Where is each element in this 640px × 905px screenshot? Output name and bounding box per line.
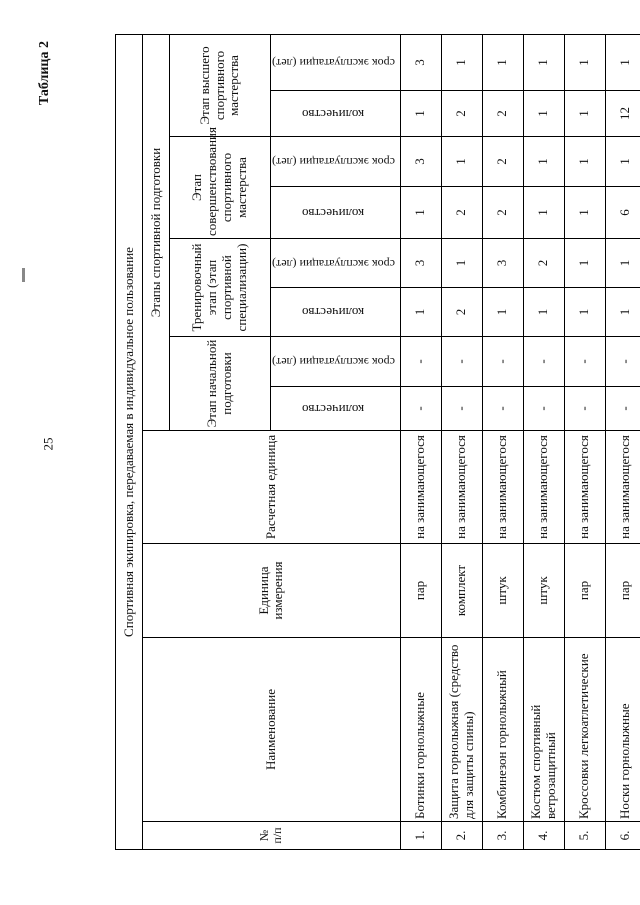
header-stage-higher: Этап высшего спортивного мастерства [170, 35, 271, 137]
term-cell: 3 [400, 35, 441, 91]
term-cell: 1 [441, 137, 482, 187]
item-calc-unit: на занимающегося [482, 431, 523, 544]
item-name: Кроссовки легкоатлетические [564, 638, 605, 822]
qty-cell: 1 [482, 288, 523, 337]
header-term: срок эксплуатации (лет) [272, 355, 395, 370]
qty-cell: 1 [523, 91, 564, 137]
header-qty: количество [302, 205, 365, 221]
qty-cell: 1 [400, 187, 441, 239]
term-cell: 1 [605, 35, 640, 91]
term-cell: 3 [400, 137, 441, 187]
item-calc-unit: на занимающегося [564, 431, 605, 544]
qty-cell: 2 [482, 91, 523, 137]
term-cell: - [564, 337, 605, 387]
header-stage-training: Тренировочный этап (этап спортивной специализации) [170, 239, 271, 337]
qty-cell: - [564, 387, 605, 431]
table-caption: Таблица 2 [37, 41, 52, 106]
equipment-table [115, 34, 640, 850]
item-unit: штук [523, 544, 564, 638]
header-term: срок эксплуатации (лет) [272, 56, 395, 71]
page-number: 25 [40, 437, 56, 451]
term-cell: 1 [605, 239, 640, 288]
term-cell: 1 [564, 137, 605, 187]
qty-cell: 1 [564, 187, 605, 239]
qty-cell: 2 [482, 187, 523, 239]
qty-cell: - [400, 387, 441, 431]
header-qty: количество [302, 401, 365, 417]
term-cell: 2 [482, 137, 523, 187]
item-name: Ботинки горнолыжные [400, 638, 441, 822]
header-stage-initial: Этап начальной подготовки [170, 337, 271, 431]
row-num: 4. [523, 822, 564, 850]
table-row [605, 35, 640, 850]
term-cell: 1 [564, 35, 605, 91]
item-unit: пар [400, 544, 441, 638]
item-calc-unit: на занимающегося [523, 431, 564, 544]
term-cell: 2 [523, 239, 564, 288]
header-term: срок эксплуатации (лет) [272, 155, 395, 170]
header-num: № п/п [143, 822, 401, 850]
row-num: 3. [482, 822, 523, 850]
row-num: 5. [564, 822, 605, 850]
qty-cell: 6 [605, 187, 640, 239]
term-cell: - [400, 337, 441, 387]
qty-cell: 1 [605, 288, 640, 337]
term-cell: 3 [400, 239, 441, 288]
qty-cell: 12 [605, 91, 640, 137]
qty-cell: - [605, 387, 640, 431]
table-title: Спортивная экипировка, передаваемая в индивидуальное пользование [116, 35, 143, 850]
header-stages: Этапы спортивной подготовки [143, 35, 170, 431]
header-unit: Единица измерения [143, 544, 401, 638]
term-cell: 1 [523, 137, 564, 187]
header-name: Наименование [143, 638, 401, 822]
qty-cell: 2 [441, 288, 482, 337]
header-qty: количество [302, 106, 365, 122]
term-cell: 1 [523, 35, 564, 91]
table-row [523, 35, 564, 850]
qty-cell: 1 [400, 288, 441, 337]
term-cell: 1 [441, 35, 482, 91]
table-row [441, 35, 482, 850]
term-cell: - [482, 337, 523, 387]
qty-cell: 1 [564, 91, 605, 137]
item-unit: штук [482, 544, 523, 638]
qty-cell: 1 [523, 187, 564, 239]
header-calc-unit: Расчетная единица [143, 431, 401, 544]
qty-cell: 2 [441, 187, 482, 239]
row-num: 6. [605, 822, 640, 850]
term-cell: 1 [605, 137, 640, 187]
term-cell: - [605, 337, 640, 387]
qty-cell: 1 [523, 288, 564, 337]
qty-cell: 1 [564, 288, 605, 337]
item-name: Защита горнолыжная (средство для защиты спины) [441, 638, 482, 822]
header-term: срок эксплуатации (лет) [272, 256, 395, 271]
item-calc-unit: на занимающегося [605, 431, 640, 544]
table-row [400, 35, 441, 850]
term-cell: - [523, 337, 564, 387]
item-name: Костюм спортивный ветрозащитный [523, 638, 564, 822]
item-calc-unit: на занимающегося [400, 431, 441, 544]
term-cell: 1 [441, 239, 482, 288]
item-unit: пар [564, 544, 605, 638]
item-name: Комбинезон горнолыжный [482, 638, 523, 822]
table-body [400, 35, 640, 850]
header-stage-improvement: Этап совершенствования спортивного мастерства [170, 137, 271, 239]
term-cell: - [441, 337, 482, 387]
item-calc-unit: на занимающегося [441, 431, 482, 544]
qty-cell: - [482, 387, 523, 431]
term-cell: 3 [482, 239, 523, 288]
header-qty: количество [302, 305, 365, 321]
term-cell: 1 [564, 239, 605, 288]
row-num: 2. [441, 822, 482, 850]
table-row [564, 35, 605, 850]
term-cell: 1 [482, 35, 523, 91]
qty-cell: - [523, 387, 564, 431]
item-name: Носки горнолыжные [605, 638, 640, 822]
qty-cell: 2 [441, 91, 482, 137]
item-unit: пар [605, 544, 640, 638]
table-row [482, 35, 523, 850]
qty-cell: 1 [400, 91, 441, 137]
qty-cell: - [441, 387, 482, 431]
row-num: 1. [400, 822, 441, 850]
scan-mark [22, 268, 25, 282]
item-unit: комплект [441, 544, 482, 638]
